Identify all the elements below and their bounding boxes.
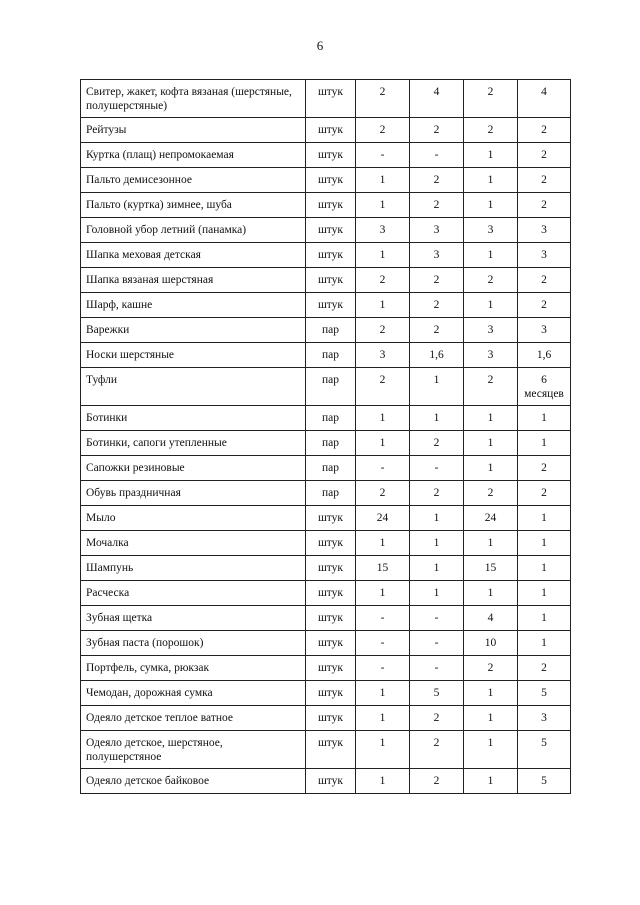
value-cell-4: 2 bbox=[518, 293, 571, 318]
value-cell-4: 2 bbox=[518, 656, 571, 681]
table-row bbox=[81, 318, 571, 343]
table-row bbox=[81, 431, 571, 456]
value-cell-2: 2 bbox=[410, 318, 464, 343]
value-cell-1: 2 bbox=[356, 481, 410, 506]
table-row bbox=[81, 118, 571, 143]
value-cell-1: 1 bbox=[356, 406, 410, 431]
unit-cell: пар bbox=[306, 456, 356, 481]
value-cell-1: 1 bbox=[356, 706, 410, 731]
unit-cell: штук bbox=[306, 218, 356, 243]
item-name-cell: Одеяло детское теплое ватное bbox=[81, 706, 306, 731]
item-name-cell: Шапка вязаная шерстяная bbox=[81, 268, 306, 293]
value-cell-1: 1 bbox=[356, 193, 410, 218]
value-cell-4: 6 месяцев bbox=[518, 368, 571, 406]
table-row bbox=[81, 168, 571, 193]
value-cell-2: 5 bbox=[410, 681, 464, 706]
item-name-cell: Головной убор летний (панамка) bbox=[81, 218, 306, 243]
value-cell-2: 1 bbox=[410, 368, 464, 406]
table-row bbox=[81, 531, 571, 556]
value-cell-4: 3 bbox=[518, 706, 571, 731]
value-cell-1: 2 bbox=[356, 368, 410, 406]
item-name-cell: Пальто демисезонное bbox=[81, 168, 306, 193]
value-cell-1: 1 bbox=[356, 293, 410, 318]
table-row bbox=[81, 456, 571, 481]
value-cell-2: 2 bbox=[410, 481, 464, 506]
value-cell-3: 2 bbox=[464, 656, 518, 681]
value-cell-3: 1 bbox=[464, 581, 518, 606]
unit-cell: штук bbox=[306, 631, 356, 656]
value-cell-4: 5 bbox=[518, 731, 571, 769]
value-cell-3: 1 bbox=[464, 531, 518, 556]
unit-cell: штук bbox=[306, 531, 356, 556]
value-cell-4: 1 bbox=[518, 631, 571, 656]
unit-cell: штук bbox=[306, 656, 356, 681]
table-row bbox=[81, 481, 571, 506]
item-name-cell: Носки шерстяные bbox=[81, 343, 306, 368]
value-cell-4: 2 bbox=[518, 193, 571, 218]
table-row bbox=[81, 556, 571, 581]
unit-cell: штук bbox=[306, 769, 356, 794]
item-name-cell: Свитер, жакет, кофта вязаная (шерстяные, полушерстяные) bbox=[81, 80, 306, 118]
value-cell-2: 1,6 bbox=[410, 343, 464, 368]
item-name-cell: Обувь праздничная bbox=[81, 481, 306, 506]
value-cell-3: 15 bbox=[464, 556, 518, 581]
value-cell-2: - bbox=[410, 656, 464, 681]
value-cell-1: 3 bbox=[356, 343, 410, 368]
item-name-cell: Ботинки, сапоги утепленные bbox=[81, 431, 306, 456]
item-name-cell: Шарф, кашне bbox=[81, 293, 306, 318]
value-cell-4: 5 bbox=[518, 769, 571, 794]
value-cell-1: - bbox=[356, 631, 410, 656]
unit-cell: пар bbox=[306, 481, 356, 506]
item-name-cell: Портфель, сумка, рюкзак bbox=[81, 656, 306, 681]
value-cell-1: 24 bbox=[356, 506, 410, 531]
value-cell-4: 2 bbox=[518, 118, 571, 143]
value-cell-2: 4 bbox=[410, 80, 464, 118]
value-cell-3: 1 bbox=[464, 193, 518, 218]
value-cell-4: 2 bbox=[518, 168, 571, 193]
unit-cell: штук bbox=[306, 80, 356, 118]
unit-cell: пар bbox=[306, 368, 356, 406]
table-row bbox=[81, 606, 571, 631]
unit-cell: штук bbox=[306, 506, 356, 531]
value-cell-4: 1 bbox=[518, 406, 571, 431]
item-name-cell: Рейтузы bbox=[81, 118, 306, 143]
value-cell-4: 1,6 bbox=[518, 343, 571, 368]
value-cell-2: 2 bbox=[410, 293, 464, 318]
value-cell-4: 2 bbox=[518, 481, 571, 506]
value-cell-1: 2 bbox=[356, 118, 410, 143]
table-row bbox=[81, 769, 571, 794]
table-row bbox=[81, 731, 571, 769]
value-cell-1: 2 bbox=[356, 268, 410, 293]
item-name-cell: Мочалка bbox=[81, 531, 306, 556]
unit-cell: пар bbox=[306, 406, 356, 431]
value-cell-2: 2 bbox=[410, 731, 464, 769]
table-row bbox=[81, 218, 571, 243]
item-name-cell: Туфли bbox=[81, 368, 306, 406]
unit-cell: пар bbox=[306, 343, 356, 368]
value-cell-3: 1 bbox=[464, 143, 518, 168]
unit-cell: штук bbox=[306, 193, 356, 218]
value-cell-1: 2 bbox=[356, 80, 410, 118]
value-cell-3: 24 bbox=[464, 506, 518, 531]
value-cell-3: 2 bbox=[464, 481, 518, 506]
unit-cell: пар bbox=[306, 431, 356, 456]
value-cell-4: 4 bbox=[518, 80, 571, 118]
value-cell-1: 1 bbox=[356, 243, 410, 268]
item-name-cell: Одеяло детское, шерстяное, полушерстяное bbox=[81, 731, 306, 769]
unit-cell: штук bbox=[306, 581, 356, 606]
value-cell-3: 2 bbox=[464, 118, 518, 143]
item-name-cell: Мыло bbox=[81, 506, 306, 531]
value-cell-4: 1 bbox=[518, 606, 571, 631]
value-cell-4: 3 bbox=[518, 318, 571, 343]
table-row bbox=[81, 243, 571, 268]
value-cell-3: 1 bbox=[464, 769, 518, 794]
value-cell-3: 1 bbox=[464, 168, 518, 193]
item-name-cell: Куртка (плащ) непромокаемая bbox=[81, 143, 306, 168]
value-cell-3: 1 bbox=[464, 293, 518, 318]
table-row bbox=[81, 631, 571, 656]
value-cell-4: 1 bbox=[518, 581, 571, 606]
table-row bbox=[81, 656, 571, 681]
value-cell-3: 3 bbox=[464, 218, 518, 243]
item-name-cell: Одеяло детское байковое bbox=[81, 769, 306, 794]
value-cell-2: 1 bbox=[410, 581, 464, 606]
unit-cell: штук bbox=[306, 168, 356, 193]
value-cell-4: 2 bbox=[518, 268, 571, 293]
value-cell-1: 1 bbox=[356, 731, 410, 769]
value-cell-1: 3 bbox=[356, 218, 410, 243]
value-cell-2: 2 bbox=[410, 431, 464, 456]
unit-cell: штук bbox=[306, 268, 356, 293]
item-name-cell: Чемодан, дорожная сумка bbox=[81, 681, 306, 706]
value-cell-1: 1 bbox=[356, 431, 410, 456]
value-cell-1: 2 bbox=[356, 318, 410, 343]
unit-cell: штук bbox=[306, 556, 356, 581]
value-cell-4: 1 bbox=[518, 556, 571, 581]
value-cell-1: 1 bbox=[356, 168, 410, 193]
table-row bbox=[81, 368, 571, 406]
table-row bbox=[81, 293, 571, 318]
value-cell-1: - bbox=[356, 656, 410, 681]
page-number: 6 bbox=[316, 38, 324, 53]
item-name-cell: Зубная щетка bbox=[81, 606, 306, 631]
unit-cell: штук bbox=[306, 606, 356, 631]
value-cell-1: - bbox=[356, 606, 410, 631]
item-name-cell: Сапожки резиновые bbox=[81, 456, 306, 481]
value-cell-3: 2 bbox=[464, 368, 518, 406]
item-name-cell: Зубная паста (порошок) bbox=[81, 631, 306, 656]
item-name-cell: Ботинки bbox=[81, 406, 306, 431]
value-cell-3: 1 bbox=[464, 243, 518, 268]
unit-cell: пар bbox=[306, 318, 356, 343]
table-row bbox=[81, 80, 571, 118]
item-name-cell: Шампунь bbox=[81, 556, 306, 581]
value-cell-3: 3 bbox=[464, 318, 518, 343]
table-row bbox=[81, 581, 571, 606]
value-cell-2: 3 bbox=[410, 243, 464, 268]
item-name-cell: Расческа bbox=[81, 581, 306, 606]
value-cell-3: 1 bbox=[464, 431, 518, 456]
value-cell-2: 2 bbox=[410, 706, 464, 731]
item-name-cell: Шапка меховая детская bbox=[81, 243, 306, 268]
table-row bbox=[81, 706, 571, 731]
unit-cell: штук bbox=[306, 118, 356, 143]
value-cell-2: 2 bbox=[410, 193, 464, 218]
value-cell-4: 3 bbox=[518, 218, 571, 243]
supply-norms-table bbox=[80, 79, 571, 794]
value-cell-2: 2 bbox=[410, 168, 464, 193]
unit-cell: штук bbox=[306, 731, 356, 769]
value-cell-4: 2 bbox=[518, 143, 571, 168]
table-row bbox=[81, 406, 571, 431]
value-cell-2: 1 bbox=[410, 556, 464, 581]
value-cell-1: 1 bbox=[356, 769, 410, 794]
unit-cell: штук bbox=[306, 681, 356, 706]
value-cell-3: 4 bbox=[464, 606, 518, 631]
value-cell-3: 10 bbox=[464, 631, 518, 656]
value-cell-3: 2 bbox=[464, 268, 518, 293]
unit-cell: штук bbox=[306, 143, 356, 168]
value-cell-1: 15 bbox=[356, 556, 410, 581]
value-cell-2: 3 bbox=[410, 218, 464, 243]
table-row bbox=[81, 506, 571, 531]
value-cell-3: 3 bbox=[464, 343, 518, 368]
value-cell-2: - bbox=[410, 456, 464, 481]
value-cell-4: 1 bbox=[518, 431, 571, 456]
value-cell-4: 5 bbox=[518, 681, 571, 706]
value-cell-2: - bbox=[410, 631, 464, 656]
value-cell-3: 1 bbox=[464, 456, 518, 481]
value-cell-2: - bbox=[410, 606, 464, 631]
value-cell-3: 1 bbox=[464, 706, 518, 731]
value-cell-2: 1 bbox=[410, 531, 464, 556]
unit-cell: штук bbox=[306, 243, 356, 268]
table-body bbox=[81, 80, 571, 794]
value-cell-1: 1 bbox=[356, 681, 410, 706]
value-cell-3: 1 bbox=[464, 406, 518, 431]
value-cell-4: 1 bbox=[518, 506, 571, 531]
value-cell-2: 2 bbox=[410, 118, 464, 143]
value-cell-1: 1 bbox=[356, 581, 410, 606]
value-cell-2: - bbox=[410, 143, 464, 168]
value-cell-2: 2 bbox=[410, 268, 464, 293]
unit-cell: штук bbox=[306, 706, 356, 731]
value-cell-4: 3 bbox=[518, 243, 571, 268]
table-row bbox=[81, 143, 571, 168]
value-cell-3: 2 bbox=[464, 80, 518, 118]
value-cell-3: 1 bbox=[464, 731, 518, 769]
table-row bbox=[81, 268, 571, 293]
value-cell-4: 2 bbox=[518, 456, 571, 481]
table-row bbox=[81, 193, 571, 218]
table-row bbox=[81, 681, 571, 706]
value-cell-3: 1 bbox=[464, 681, 518, 706]
value-cell-1: - bbox=[356, 143, 410, 168]
table-row bbox=[81, 343, 571, 368]
unit-cell: штук bbox=[306, 293, 356, 318]
value-cell-4: 1 bbox=[518, 531, 571, 556]
value-cell-2: 1 bbox=[410, 506, 464, 531]
value-cell-1: - bbox=[356, 456, 410, 481]
item-name-cell: Варежки bbox=[81, 318, 306, 343]
value-cell-1: 1 bbox=[356, 531, 410, 556]
item-name-cell: Пальто (куртка) зимнее, шуба bbox=[81, 193, 306, 218]
value-cell-2: 1 bbox=[410, 406, 464, 431]
value-cell-2: 2 bbox=[410, 769, 464, 794]
